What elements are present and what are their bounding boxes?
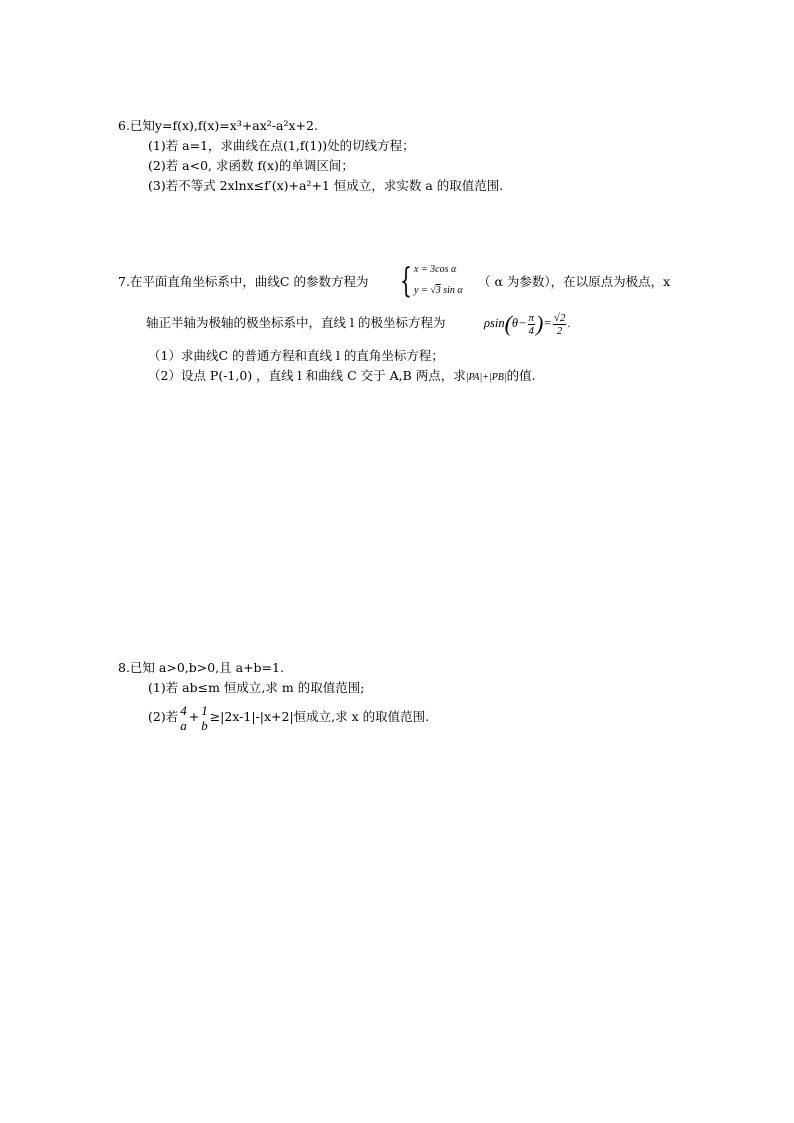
q7-param-x-eq: x = 3cos α	[414, 264, 457, 275]
q7-heading-text: 7.在平面直角坐标系中，曲线C 的参数方程为	[118, 274, 369, 289]
q7-line-2-text: 轴正半轴为极轴的极坐标系中，直线 l 的极坐标方程为	[146, 315, 446, 330]
q7-part-2: （2）设点 P(-1,0) ，直线 l 和曲线 C 交于 A,B 两点，求|PA|+|PB|的值.	[148, 368, 536, 383]
q7-part-1: （1）求曲线C 的普通方程和直线 l 的直角坐标方程；	[148, 348, 444, 363]
q6-part-2: (2)若 a<0, 求函数 f(x)的单调区间；	[148, 158, 354, 173]
q7-param-brace: {	[400, 261, 412, 301]
q7-polar-equation: ρsin(θ− $\frac{\pi}{4}$ )= $\frac{√2}{2}$ .	[484, 311, 571, 337]
q7-heading-after: （ α 为参数），在以原点为极点，x	[478, 274, 671, 289]
q8-part-2: (2)若 4 a + 1 b ≥|2x-1|-|x+2|恒成立,求 x 的取值范围.	[148, 702, 430, 733]
q6-part-3: (3)若不等式 2xlnx≤f′(x)+a²+1 恒成立，求实数 a 的取值范围.	[148, 178, 504, 193]
q8-part-1: (1)若 ab≤m 恒成立,求 m 的取值范围;	[148, 680, 365, 695]
q6-part-1: (1)若 a=1，求曲线在点(1,f(1))处的切线方程；	[148, 138, 415, 153]
q6-heading: 6.已知y=f(x),f(x)=x³+ax²-a²x+2.	[118, 118, 318, 133]
q8-heading: 8.已知 a>0,b>0,且 a+b=1.	[118, 660, 284, 675]
q7-param-y-eq: y = √3 sin α	[414, 285, 463, 296]
